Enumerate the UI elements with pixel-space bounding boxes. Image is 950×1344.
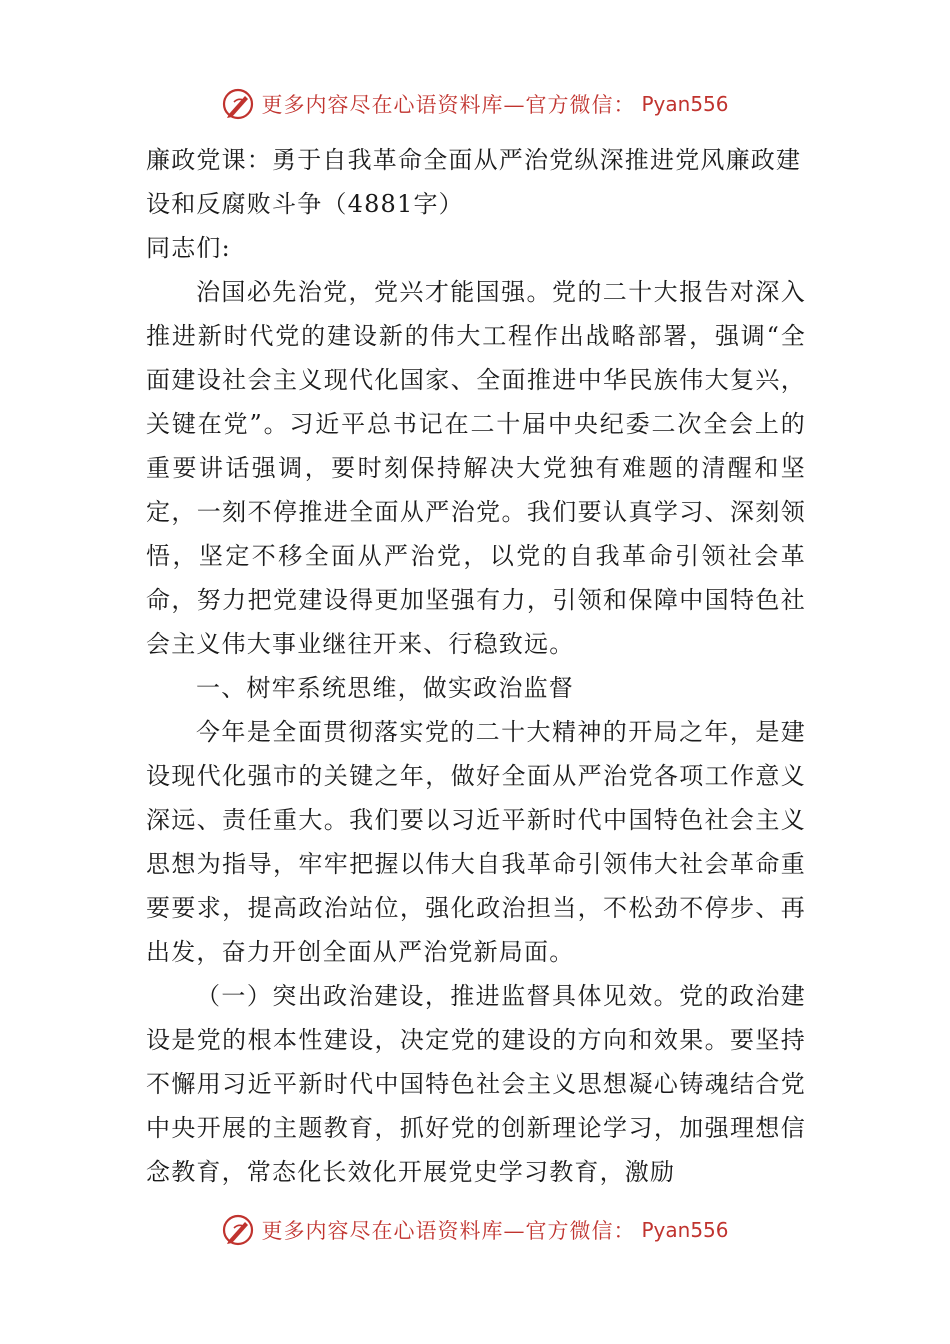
paragraph-2: 今年是全面贯彻落实党的二十大精神的开局之年，是建设现代化强市的关键之年，做好全面从严治党各项工作意义深远、责任重大。我们要以习近平新时代中国特色社会主义思想为指导，牢牢把握以伟大自我革命引领伟大社会革命重要要求，提高政治站位，强化政治担当，不松劲不停步、再出发，奋力开创全面从严治党新局面。 [146, 718, 806, 966]
banner-text: 更多内容尽在心语资料库—官方微信： [261, 1219, 636, 1243]
pen-logo-icon [221, 1213, 255, 1247]
document-title: 廉政党课：勇于自我革命全面从严治党纵深推进党风廉政建设和反腐败斗争（4881字） [146, 146, 802, 218]
salutation: 同志们: [146, 234, 231, 262]
banner-wechat-id: Pyan556 [641, 92, 729, 116]
paragraph-1: 治国必先治党，党兴才能国强。党的二十大报告对深入推进新时代党的建设新的伟大工程作出战略部署，强调“全面建设社会主义现代化国家、全面推进中华民族伟大复兴，关键在党”。习近平总书记在二十届中央纪委二次全会上的重要讲话强调，要时刻保持解决大党独有难题的清醒和坚定，一刻不停推进全面从严治党。我们要认真学习、深刻领悟，坚定不移全面从严治党，以党的自我革命引领社会革命，努力把党建设得更加坚强有力，引领和保障中国特色社会主义伟大事业继往开来、行稳致远。 [146, 278, 806, 658]
section-heading-1: 一、树牢系统思维，做实政治监督 [196, 674, 574, 702]
pen-logo-icon [221, 87, 255, 121]
banner-wechat-id: Pyan556 [641, 1218, 729, 1242]
footer-watermark-banner [0, 1210, 950, 1250]
banner-text: 更多内容尽在心语资料库—官方微信： [261, 93, 636, 117]
document-body [146, 138, 806, 1194]
header-watermark-banner [0, 84, 950, 124]
paragraph-3: （一）突出政治建设，推进监督具体见效。党的政治建设是党的根本性建设，决定党的建设的方向和效果。要坚持不懈用习近平新时代中国特色社会主义思想凝心铸魂结合党中央开展的主题教育，抓好党的创新理论学习，加强理想信念教育，常态化长效化开展党史学习教育，激励 [146, 982, 806, 1186]
